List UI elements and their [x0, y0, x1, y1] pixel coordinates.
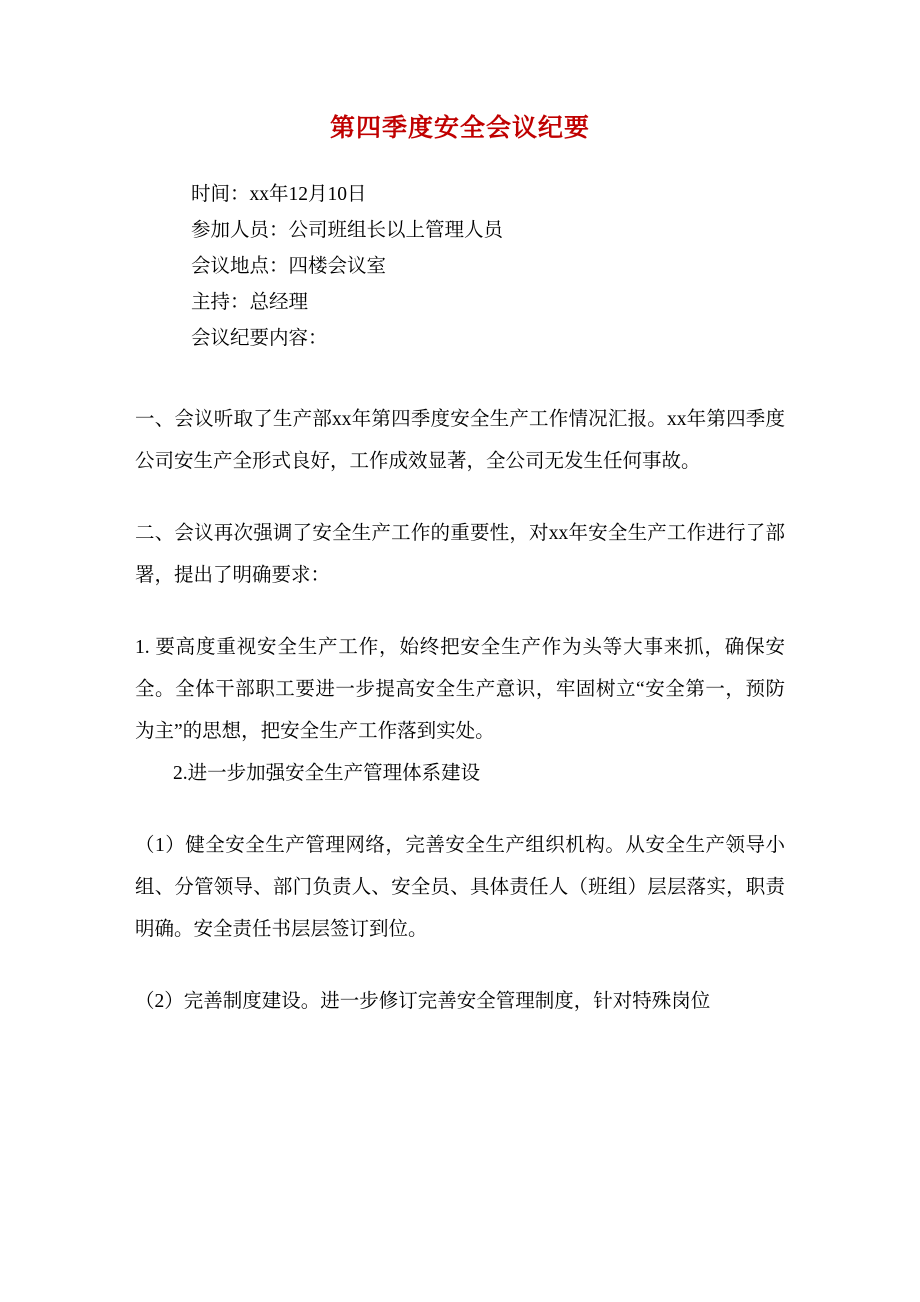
meta-location: 会议地点：四楼会议室: [191, 256, 387, 277]
meta-host: 主持：总经理: [191, 292, 309, 313]
paragraph-item-2-1: （1）健全安全生产管理网络，完善安全生产组织机构。从安全生产领导小组、分管领导、部门负责人、安全员、具体责任人（班组）层层落实，职责明确。安全责任书层层签订到位。: [135, 835, 785, 940]
page-title: 第四季度安全会议纪要: [329, 115, 590, 142]
paragraph-section-one: 一、会议听取了生产部xx年第四季度安全生产工作情况汇报。xx年第四季度公司安生产全形式良好，工作成效显著，全公司无发生任何事故。: [135, 409, 785, 472]
document-body: [135, 399, 785, 1023]
meta-time: 时间：xx年12月10日: [191, 184, 367, 205]
paragraph-item-2: 2.进一步加强安全生产管理体系建设: [173, 763, 481, 784]
meeting-metadata: [135, 177, 785, 357]
meta-content-heading: 会议纪要内容：: [191, 328, 328, 349]
paragraph-item-1: 1. 要高度重视安全生产工作，始终把安全生产作为头等大事来抓，确保安全。全体干部职工要进一步提高安全生产意识，牢固树立“安全第一，预防为主”的思想，把安全生产工作落到实处。: [135, 637, 785, 742]
spacer: [135, 795, 785, 825]
paragraph-item-2-2: （2）完善制度建设。进一步修订完善安全管理制度，针对特殊岗位: [135, 991, 711, 1012]
meta-participants: 参加人员：公司班组长以上管理人员: [191, 220, 504, 241]
paragraph-section-two: 二、会议再次强调了安全生产工作的重要性，对xx年安全生产工作进行了部署，提出了明确要求：: [135, 523, 785, 586]
